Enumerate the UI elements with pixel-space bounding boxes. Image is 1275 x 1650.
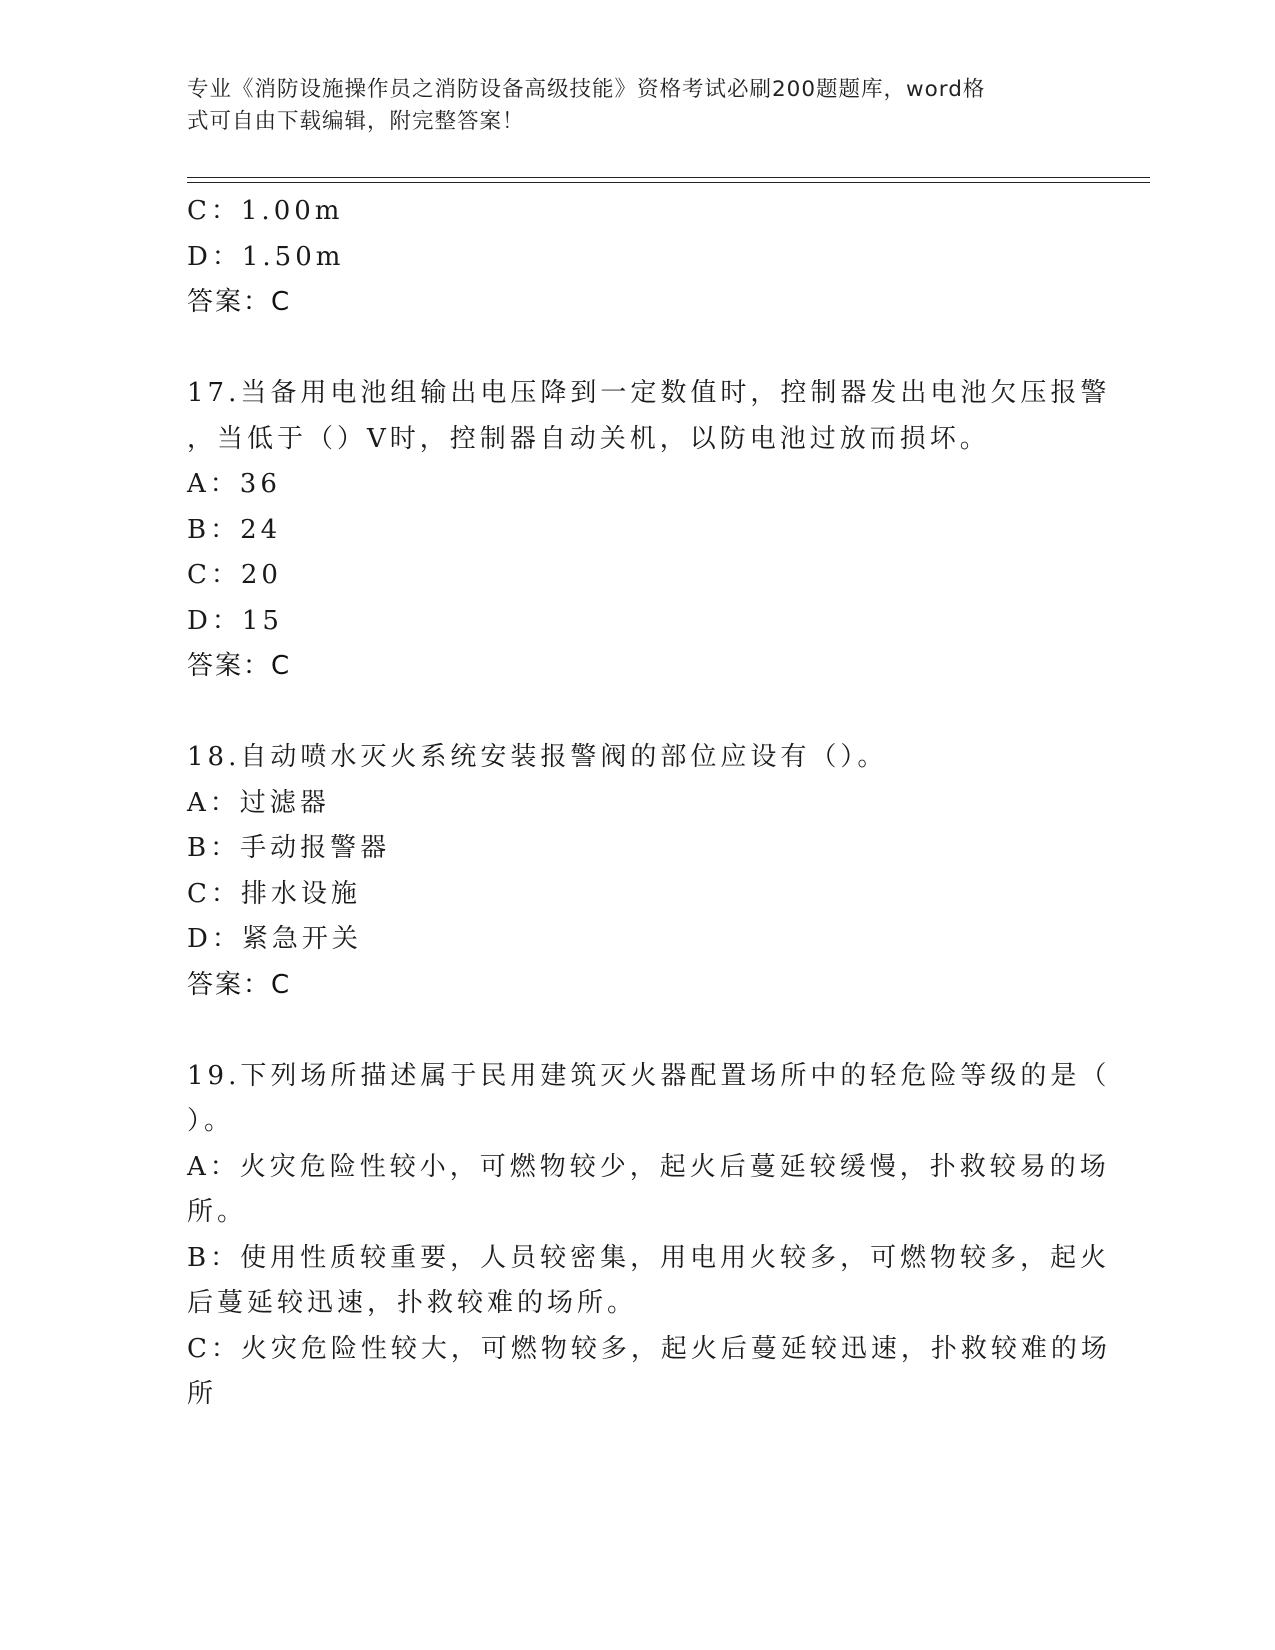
q16-answer: 答案：C bbox=[187, 287, 292, 317]
q19-option-c-line-2: 所 bbox=[187, 1379, 218, 1409]
header-divider-top bbox=[187, 177, 1150, 178]
spacer bbox=[187, 1008, 1067, 1054]
q19-option-a-line-1: A：火灾危险性较小，可燃物较少，起火后蔓延较缓慢，扑救较易的场 bbox=[187, 1151, 1110, 1182]
q19-option-b-line-1: B：使用性质较重要，人员较密集，用电用火较多，可燃物较多，起火 bbox=[187, 1242, 1111, 1273]
q17-option-a: A：36 bbox=[187, 469, 281, 499]
q19-option-b-line-2: 后蔓延较迅速，扑救较难的场所。 bbox=[187, 1288, 638, 1318]
q19-option-c-line-1: C：火灾危险性较大，可燃物较多，起火后蔓延较迅速，扑救较难的场 bbox=[187, 1333, 1111, 1364]
question-18-block bbox=[187, 735, 1067, 1008]
header-line-2: 式可自由下载编辑，附完整答案！ bbox=[187, 109, 525, 134]
q18-option-b: B：手动报警器 bbox=[187, 833, 391, 863]
q18-option-c: C：排水设施 bbox=[187, 878, 361, 909]
q16-option-d: D：1.50m bbox=[187, 241, 345, 272]
question-17-block bbox=[187, 371, 1111, 690]
question-19-block bbox=[187, 1054, 1111, 1418]
document-header bbox=[187, 74, 1067, 138]
header-line-1: 专业《消防设施操作员之消防设备高级技能》资格考试必刷200题题库，word格 bbox=[187, 77, 986, 102]
spacer bbox=[187, 326, 1067, 372]
question-content bbox=[187, 189, 1111, 1418]
q16-option-c: C：1.00m bbox=[187, 196, 344, 226]
q19-stem-line-1: 19.下列场所描述属于民用建筑灭火器配置场所中的轻危险等级的是（ bbox=[187, 1060, 1111, 1091]
q17-stem-line-2: ，当低于（）V时，控制器自动关机，以防电池过放而损坏。 bbox=[187, 423, 990, 454]
q17-answer: 答案：C bbox=[187, 651, 292, 681]
q18-stem-line-1: 18.自动喷水灭火系统安装报警阀的部位应设有（）。 bbox=[187, 742, 888, 772]
header-divider-bottom bbox=[187, 182, 1150, 183]
q19-stem-line-2: ）。 bbox=[187, 1106, 235, 1136]
q18-option-d: D：紧急开关 bbox=[187, 924, 362, 954]
q17-stem-line-1: 17.当备用电池组输出电压降到一定数值时，控制器发出电池欠压报警 bbox=[187, 378, 1111, 408]
q17-option-d: D：15 bbox=[187, 605, 283, 636]
question-16-block bbox=[187, 189, 1067, 326]
q17-option-c: C：20 bbox=[187, 560, 282, 590]
q18-answer: 答案：C bbox=[187, 969, 292, 1000]
spacer bbox=[187, 690, 1067, 736]
q19-option-a-line-2: 所。 bbox=[187, 1197, 248, 1227]
q17-option-b: B：24 bbox=[187, 514, 282, 545]
q18-option-a: A：过滤器 bbox=[187, 787, 330, 818]
